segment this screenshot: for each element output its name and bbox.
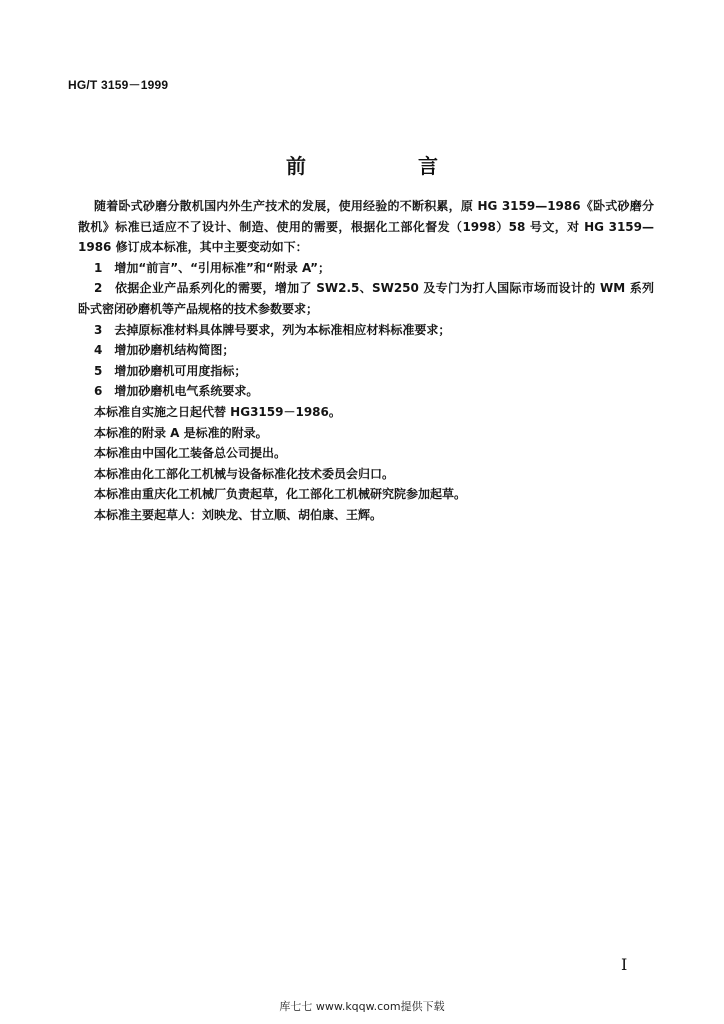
download-footer: 库七七 www.kqqw.com提供下载 [279,1000,445,1013]
foreword-body [78,196,654,526]
change-item-3: 3 去掉原标准材料具体牌号要求，列为本标准相应材料标准要求； [94,322,451,337]
proposer-statement: 本标准由中国化工装备总公司提出。 [94,446,287,461]
page-number: I [621,955,628,974]
standard-code: HG/T 3159－1999 [68,78,169,92]
committee-statement: 本标准由化工部化工机械与设备标准化技术委员会归口。 [94,466,395,481]
change-item-5: 5 增加砂磨机可用度指标； [94,363,247,378]
intro-paragraph: 随着卧式砂磨分散机国内外生产技术的发展，使用经验的不断积累，原 HG 3159—1986《卧式砂磨分散机》标准已适应不了设计、制造、使用的需要，根据化工部化督发（1998）58 号文，对 HG 3159—1986 修订成本标准，其中主要变动如下： [78,199,654,255]
appendix-statement: 本标准的附录 A 是标准的附录。 [94,425,268,440]
page-title: 前 言 [286,154,484,178]
change-item-6: 6 增加砂磨机电气系统要求。 [94,384,259,399]
drafters-statement: 本标准主要起草人：刘映龙、甘立顺、胡伯康、王辉。 [94,507,383,522]
change-item-1: 1 增加“前言”、“引用标准”和“附录 A”； [94,260,331,275]
change-item-4: 4 增加砂磨机结构简图； [94,343,235,358]
change-item-2: 2 依据企业产品系列化的需要，增加了 SW2.5、SW250 及专门为打人国际市场而设计的 WM 系列卧式密闭砂磨机等产品规格的技术参数要求； [78,281,654,316]
replacement-statement: 本标准自实施之日起代替 HG3159－1986。 [94,404,341,419]
drafting-unit-statement: 本标准由重庆化工机械厂负责起草，化工部化工机械研究院参加起草。 [94,487,467,502]
